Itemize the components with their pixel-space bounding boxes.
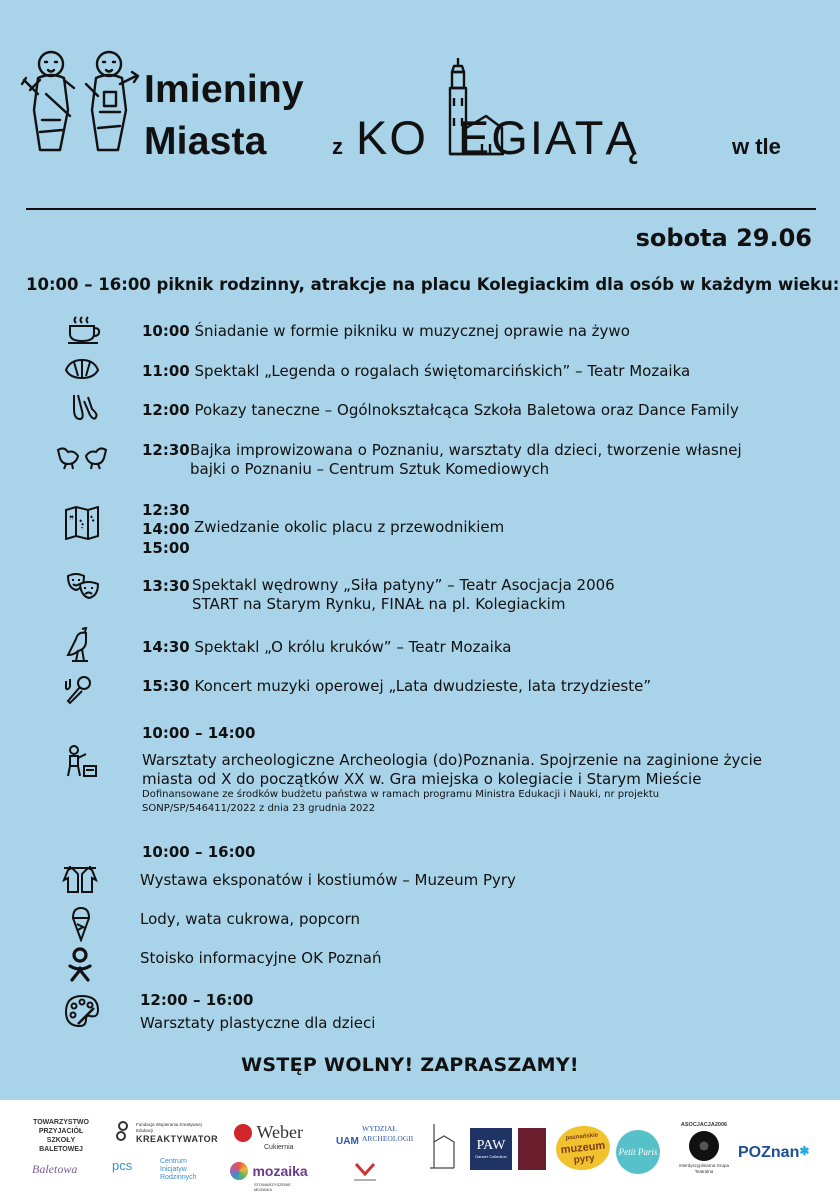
mozaika-sub: STOWARZYSZENIE MOZAIKA (254, 1182, 291, 1192)
event-row-1430 (142, 637, 511, 657)
kolegiata-projekt-logo (424, 1118, 458, 1179)
muzeum-pyry-a: poznańskie (565, 1132, 599, 1142)
paw-sub: Dancer Collection (475, 1154, 507, 1159)
allday-item-info-stand: Stoisko informacyjne OK Poznań (140, 949, 382, 967)
goats-icon (56, 444, 108, 470)
kolegiata-part-a-ogonek: Ą (605, 111, 639, 164)
event-time: 10:00 (142, 322, 190, 340)
centrum-line-1: Centrum (160, 1158, 187, 1165)
centrum-logo (160, 1158, 197, 1182)
costume-hanger-icon (62, 864, 98, 894)
title-miasta: Miasta (144, 120, 267, 163)
event-text-line2: bajki o Poznaniu – Centrum Sztuk Komediowych (190, 460, 550, 478)
header-divider (26, 208, 816, 210)
title-z: z (332, 134, 343, 159)
petit-paris-logo (616, 1130, 660, 1174)
archaeology-time: 10:00 – 14:00 (142, 724, 256, 742)
theater-masks-icon (66, 572, 100, 602)
event-row-1100 (142, 361, 690, 381)
event-date: sobota 29.06 (635, 224, 812, 252)
weber-logo (234, 1122, 303, 1151)
event-time: 15:30 (142, 677, 190, 695)
archaeology-line2: miasta od X do początków XX w. Gra miejska o kolegiacie i Starym Mieście (142, 770, 702, 788)
asocjacja-name: ASOCJACJA2006 (680, 1122, 728, 1128)
weber-mark-icon (234, 1124, 252, 1142)
event-row-1200 (142, 400, 739, 420)
baletowa-text: Baletowa (32, 1162, 78, 1176)
event-time: 12:00 (142, 401, 190, 419)
muzeum-pyry-c: pyry (573, 1152, 596, 1167)
petit-paris-text: Petit Paris (618, 1147, 658, 1157)
raven-icon (64, 627, 96, 663)
archeologii-text: ARCHEOLOGII (362, 1134, 414, 1143)
event-time-1330: 13:30 (142, 577, 190, 595)
tour-text: Zwiedzanie okolic placu z przewodnikiem (194, 518, 505, 536)
archaeologist-icon (62, 744, 98, 780)
paw-logo (470, 1128, 512, 1170)
event-text: Pokazy taneczne – Ogólnokształcąca Szkoła Baletowa oraz Dance Family (194, 401, 739, 419)
archaeology-funding-1: Dofinansowane ze środków budżetu państwa w ramach programu Ministra Edukacji i Nauki, nr projektu (142, 789, 660, 800)
mozaika-mark-icon (230, 1162, 248, 1180)
archaeology-line1: Warsztaty archeologiczne Archeologia (do)Poznania. Spojrzenie na zaginione życie (142, 751, 762, 769)
title-w-tle: w tle (732, 134, 781, 159)
kolegiata-part-egiat: EGIAT (457, 111, 606, 164)
poznan-logo (738, 1144, 809, 1162)
baletowa-logo (32, 1162, 77, 1177)
palette-icon (64, 994, 100, 1028)
tpsb-line-2: PRZYJACIÓŁ (38, 1128, 84, 1135)
allday-time: 10:00 – 16:00 (142, 843, 256, 861)
event-text-line1: Bajka improwizowana o Poznaniu, warsztaty dla dzieci, tworzenie własnej (190, 441, 742, 459)
coffee-cup-icon (66, 315, 102, 345)
mozaika-logo (230, 1162, 308, 1192)
archaeology-funding-2: SONP/SP/546411/2022 z dnia 23 grudnia 2022 (142, 803, 376, 814)
tpsb-logo (26, 1118, 96, 1154)
uam-text: UAM (336, 1136, 359, 1147)
ok-logo-icon (66, 946, 94, 982)
allday-item-snacks: Lody, wata cukrowa, popcorn (140, 910, 361, 928)
event-text: Spektakl „O królu kruków” – Teatr Mozaika (194, 638, 512, 656)
collegiate-tower-icon (440, 58, 504, 158)
free-entry-cta: WSTĘP WOLNY! ZAPRASZAMY! (241, 1054, 579, 1076)
ministry-emblem-icon (352, 1160, 378, 1189)
tour-time-3: 15:00 (142, 539, 190, 557)
event-time: 11:00 (142, 362, 190, 380)
poznan-text: POZnan (738, 1144, 800, 1161)
centrum-line-2: Inicjatyw (160, 1166, 187, 1173)
workshop-text: Warsztaty plastyczne dla dzieci (140, 1014, 376, 1032)
kreak-sub: Fundacja Wspierania Kreatywnej Edukacji (136, 1122, 202, 1133)
ice-cream-icon (70, 906, 92, 942)
event-text-line2: START na Starym Rynku, FINAŁ na pl. Kolegiackim (192, 595, 566, 613)
tour-time-2: 14:00 (142, 520, 190, 538)
centrum-line-3: Rodzinnych (160, 1174, 197, 1181)
microphone-icon (64, 675, 94, 705)
hotel-logo-icon (518, 1128, 546, 1170)
wydzial-text: WYDZIAŁ (362, 1124, 397, 1133)
asocjacja-mark-icon (689, 1131, 719, 1161)
kolegiata-part-ko: KO (356, 111, 428, 164)
event-text: Spektakl „Legenda o rogalach świętomarcińskich” – Teatr Mozaika (194, 362, 691, 380)
weber-sub: Cukiernia (264, 1144, 294, 1151)
intro-line: 10:00 – 16:00 piknik rodzinny, atrakcje na placu Kolegiackim dla osób w każdym wieku: (26, 275, 840, 294)
poznan-star-icon: ✱ (799, 1144, 810, 1158)
kreak-name: KREAKTYWATOR (136, 1134, 219, 1144)
tour-time-1: 12:30 (142, 501, 190, 519)
event-row-1530 (142, 676, 651, 696)
saints-peter-paul-icon (20, 50, 142, 154)
sponsor-footer (0, 1100, 840, 1200)
event-time: 14:30 (142, 638, 190, 656)
ballet-shoes-icon (68, 393, 98, 423)
event-time-1230: 12:30 (142, 441, 190, 459)
workshop-time: 12:00 – 16:00 (140, 991, 254, 1009)
map-icon (64, 506, 100, 540)
title-imieniny: Imieniny (144, 68, 304, 111)
asocjacja-sub: interdyscyplinarna Grupa Teatralna (678, 1163, 730, 1174)
gears-icon (114, 1120, 132, 1142)
tpsb-line-1: TOWARZYSTWO (33, 1119, 89, 1126)
event-text: Śniadanie w formie pikniku w muzycznej oprawie na żywo (194, 322, 630, 340)
kreaktywator-logo (114, 1120, 219, 1147)
asocjacja-logo (678, 1122, 730, 1175)
pcs-logo (112, 1158, 132, 1173)
event-row-1000 (142, 321, 630, 341)
tpsb-line-4: BALETOWEJ (39, 1146, 83, 1153)
mozaika-name: mozaika (252, 1163, 308, 1179)
muzeum-pyry-b: muzeum (560, 1139, 606, 1157)
event-text-line1: Spektakl wędrowny „Siła patyny” – Teatr Asocjacja 2006 (192, 576, 615, 594)
wydzial-archeologii-logo (362, 1124, 413, 1144)
tpsb-line-3: SZKOŁY (46, 1137, 76, 1144)
event-text: Koncert muzyki operowej „Lata dwudzieste, lata trzydzieste” (194, 677, 652, 695)
allday-item-exhibition: Wystawa eksponatów i kostiumów – Muzeum Pyry (140, 871, 516, 889)
croissant-icon (64, 356, 100, 382)
weber-name: Weber (256, 1122, 303, 1142)
paw-text: PAW (476, 1138, 506, 1153)
pcs-text: pcs (112, 1158, 133, 1173)
muzeum-pyry-logo (554, 1123, 612, 1172)
